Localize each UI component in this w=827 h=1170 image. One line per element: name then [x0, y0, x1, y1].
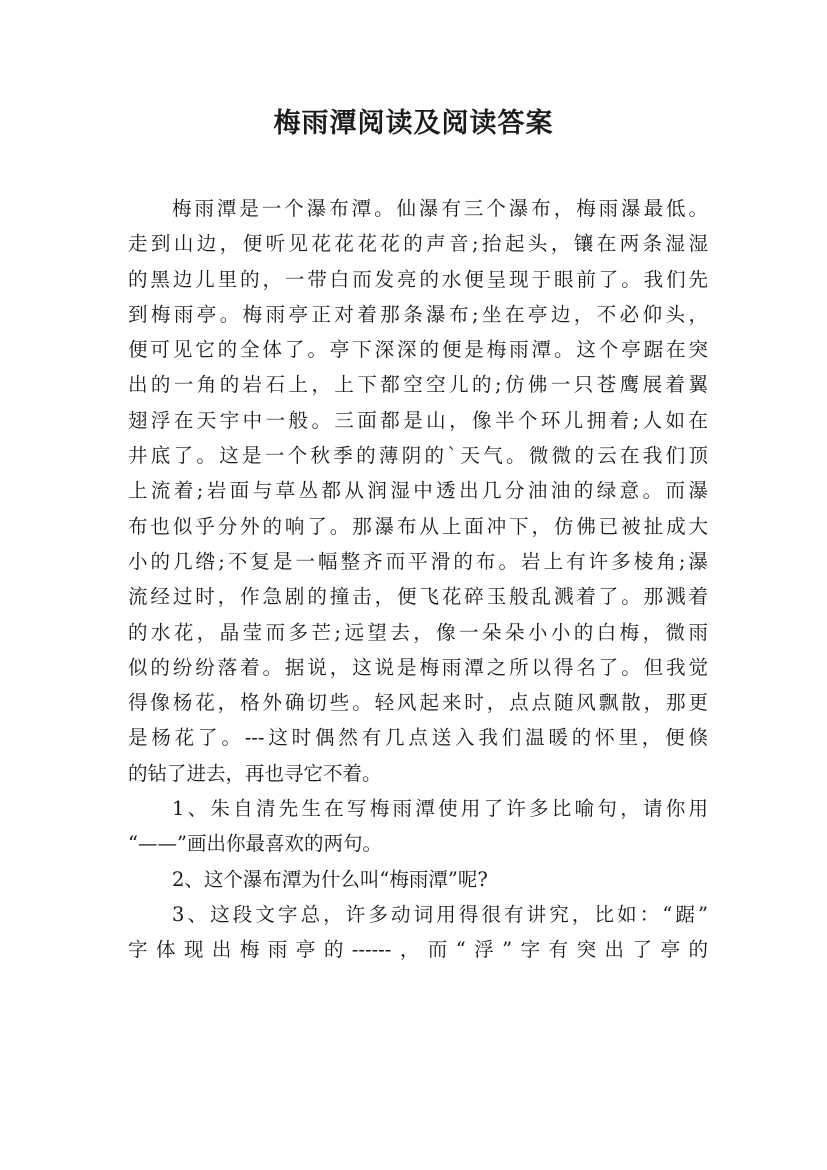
passage-line: 到梅雨亭。梅雨亭正对着那条瀑布;坐在亭边，不必仰头，	[128, 302, 708, 326]
passage-line: 布也似乎分外的响了。那瀑布从上面冲下，仿佛已被扯成大	[128, 514, 708, 538]
passage-line: 井底了。这是一个秋季的薄阴的`天气。微微的云在我们顶	[128, 444, 708, 468]
passage-line: 的黑边儿里的，一带白而发亮的水便呈现于眼前了。我们先	[128, 267, 708, 291]
passage-line: 出的一角的岩石上，上下都空空儿的;仿佛一只苍鹰展着翼	[128, 373, 708, 397]
questions-section	[128, 791, 708, 967]
passage-line: 是杨花了。---这时偶然有几点送入我们温暖的怀里，便倏	[128, 726, 708, 750]
passage-line: 翅浮在天宇中一般。三面都是山，像半个环儿拥着;人如在	[128, 408, 708, 432]
question-2: 2、这个瀑布潭为什么叫“梅雨潭”呢?	[172, 867, 488, 891]
question-1-line-2: “——”画出你最喜欢的两句。	[128, 832, 382, 856]
question-3-line-2: 字体现出梅雨亭的------，而“浮”字有突出了亭的	[128, 938, 708, 962]
passage-line: 小的几绺;不复是一幅整齐而平滑的布。岩上有许多棱角;瀑	[128, 549, 708, 573]
passage-line: 上流着;岩面与草丛都从润湿中透出几分油油的绿意。而瀑	[128, 479, 708, 503]
question-1-line-1: 1、朱自清先生在写梅雨潭使用了许多比喻句，请你用	[172, 797, 708, 821]
passage-line: 走到山边，便听见花花花花的声音;抬起头，镶在两条湿湿	[128, 232, 708, 256]
passage-line: 似的纷纷落着。据说，这说是梅雨潭之所以得名了。但我觉	[128, 655, 708, 679]
passage-line: 便可见它的全体了。亭下深深的便是梅雨潭。这个亭踞在突	[128, 338, 708, 362]
passage-line: 的钻了进去，再也寻它不着。	[128, 761, 382, 785]
passage-line: 梅雨潭是一个瀑布潭。仙瀑有三个瀑布，梅雨瀑最低。	[172, 197, 708, 220]
passage-line: 的水花，晶莹而多芒;远望去，像一朵朵小小的白梅，微雨	[128, 620, 708, 644]
question-3-line-1: 3、这段文字总，许多动词用得很有讲究，比如：“踞”	[172, 902, 708, 926]
document-title: 梅雨潭阅读及阅读答案	[273, 108, 554, 139]
passage-line: 流经过时，作急剧的撞击，便飞花碎玉般乱溅着了。那溅着	[128, 585, 708, 609]
passage-line: 得像杨花，格外确切些。轻风起来时，点点随风飘散，那更	[128, 691, 708, 715]
passage-body	[128, 191, 708, 968]
